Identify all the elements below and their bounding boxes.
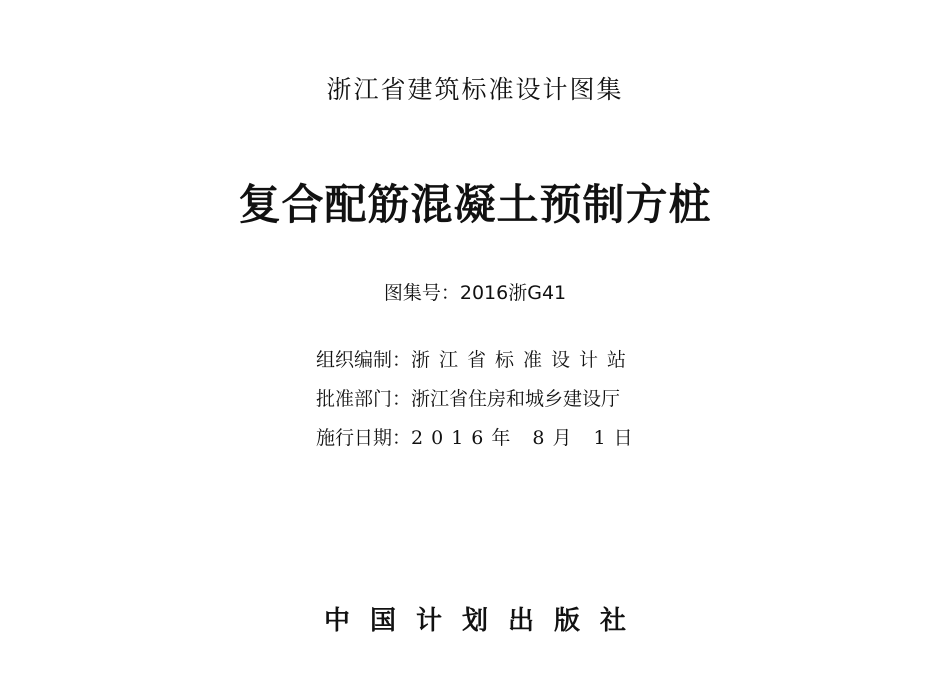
effective-date-value: 2016年 8月 1日 — [411, 427, 641, 449]
organizer-label: 组织编制： — [316, 349, 412, 371]
atlas-number — [0, 278, 950, 305]
effective-date-label: 施行日期： — [316, 427, 412, 449]
publisher-name: 中国计划出版社 — [323, 606, 646, 636]
approver-row — [316, 384, 620, 411]
organizer-row — [316, 345, 635, 372]
effective-date-row — [316, 423, 641, 450]
atlas-number-label: 图集号： — [383, 282, 460, 304]
atlas-number-value: 2016浙G41 — [459, 282, 567, 304]
approver-value: 浙江省住房和城乡建设厅 — [411, 388, 621, 410]
document-title: 复合配筋混凝土预制方桩 — [238, 180, 712, 229]
organizer-value: 浙江省标准设计站 — [411, 349, 636, 371]
approver-label: 批准部门： — [316, 388, 412, 410]
series-title: 浙江省建筑标准设计图集 — [326, 75, 624, 104]
